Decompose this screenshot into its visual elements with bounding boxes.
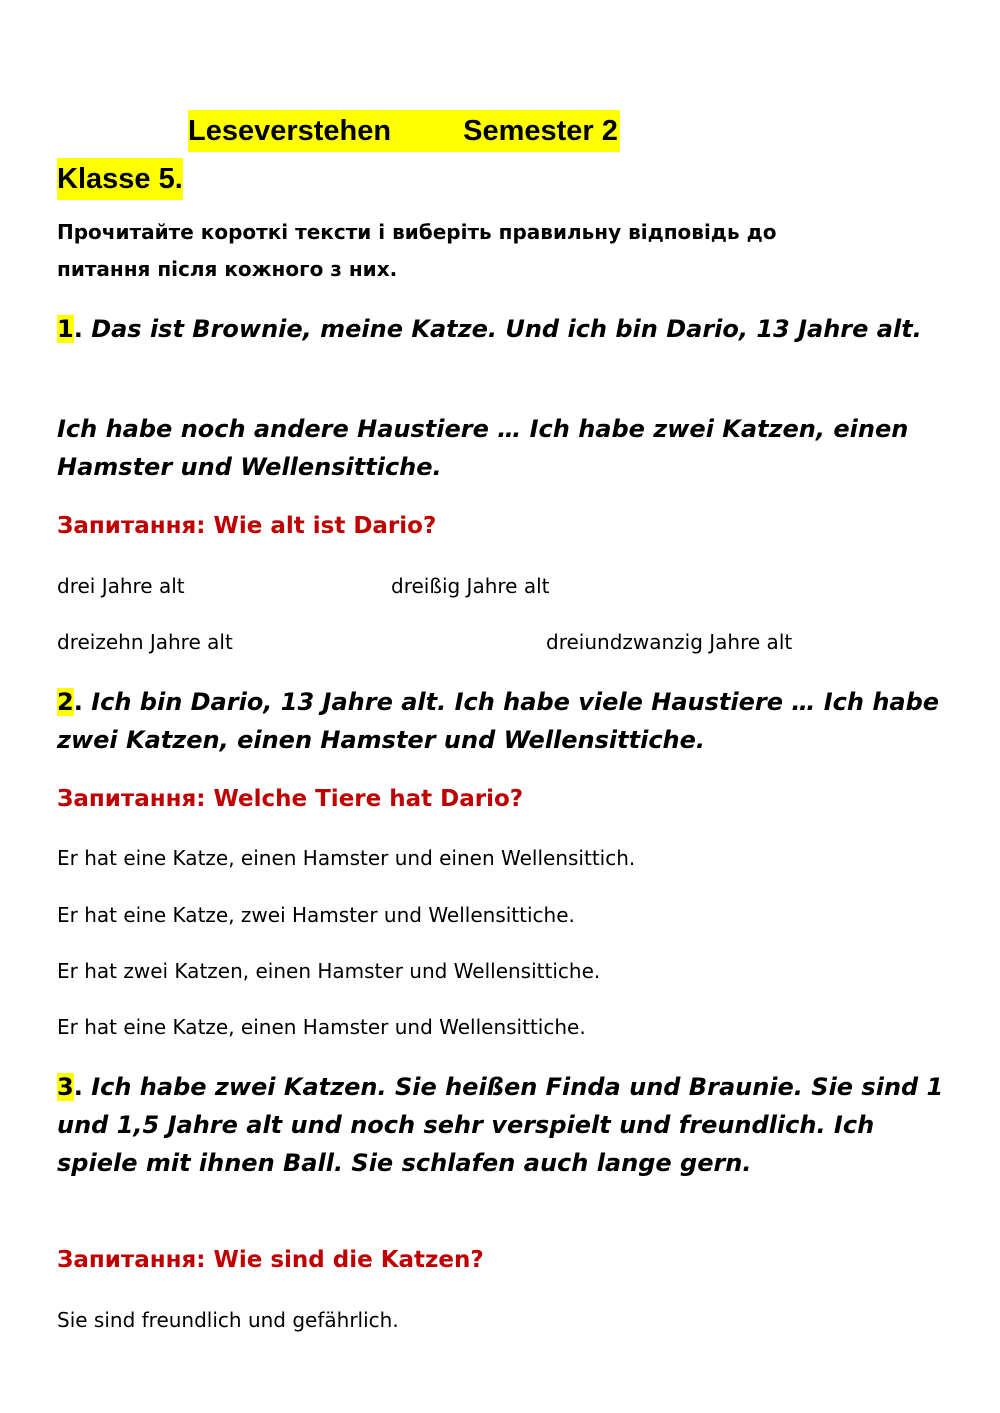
task-1-paragraph-2: Ich habe noch andere Haustiere … Ich habe zwei Katzen, einen Hamster und Wellensittiche. (57, 415, 909, 481)
task-3-option-1[interactable]: Sie sind freundlich und gefährlich. (57, 1308, 399, 1332)
task-1-option-1[interactable]: drei Jahre alt (57, 574, 185, 598)
task-2-option-1[interactable]: Er hat eine Katze, einen Hamster und einen Wellensittich. (57, 846, 636, 870)
task-2-option-4[interactable]: Er hat eine Katze, einen Hamster und Wellensittiche. (57, 1015, 586, 1039)
task-1-question: Запитання: Wie alt ist Dario? (57, 513, 437, 539)
task-2-number: 2 (57, 688, 74, 716)
task-1-option-3[interactable]: dreizehn Jahre alt (57, 630, 233, 654)
task-2-option-3[interactable]: Er hat zwei Katzen, einen Hamster und Wellensittiche. (57, 959, 601, 983)
task-2-paragraph-1: 2. Ich bin Dario, 13 Jahre alt. Ich habe viele Haustiere … Ich habe zwei Katzen, einen Hamster und Wellensittiche. (57, 688, 940, 754)
instruction-line-2: питання після кожного з них. (57, 257, 398, 281)
task-2-question: Запитання: Welche Tiere hat Dario? (57, 786, 524, 812)
task-1-option-4[interactable]: dreiundzwanzig Jahre alt (546, 630, 793, 654)
task-3-text-1: Ich habe zwei Katzen. Sie heißen Finda und Braunie. Sie sind 1 und 1,5 Jahre alt und noch sehr verspielt und freundlich. Ich spiele mit ihnen Ball. Sie schlafen auch lange gern. (57, 1073, 944, 1177)
task-1-text-1: Das ist Brownie, meine Katze. Und ich bin Dario, 13 Jahre alt. (91, 315, 922, 343)
class-label: Klasse 5. (57, 158, 183, 200)
task-1-paragraph-1: 1. Das ist Brownie, meine Katze. Und ich bin Dario, 13 Jahre alt. (57, 315, 922, 343)
task-1-number: 1 (57, 315, 74, 343)
instruction-line-1: Прочитайте короткі тексти і виберіть правильну відповідь до (57, 220, 777, 244)
task-3-question: Запитання: Wie sind die Katzen? (57, 1247, 484, 1273)
title-bar (188, 110, 620, 152)
task-1-option-2[interactable]: dreißig Jahre alt (391, 574, 550, 598)
title-semester: Semester 2 (463, 115, 618, 147)
task-3-paragraph-1: 3. Ich habe zwei Katzen. Sie heißen Finda und Braunie. Sie sind 1 und 1,5 Jahre alt und noch sehr verspielt und freundlich. Ich spiele mit ihnen Ball. Sie schlafen auch lange gern. (57, 1073, 944, 1177)
title-leseverstehen: Leseverstehen (188, 115, 392, 147)
task-3-number: 3 (57, 1073, 74, 1101)
task-2-text-1: Ich bin Dario, 13 Jahre alt. Ich habe viele Haustiere … Ich habe zwei Katzen, einen Hamster und Wellensittiche. (57, 688, 940, 754)
task-2-option-2[interactable]: Er hat eine Katze, zwei Hamster und Wellensittiche. (57, 903, 575, 927)
